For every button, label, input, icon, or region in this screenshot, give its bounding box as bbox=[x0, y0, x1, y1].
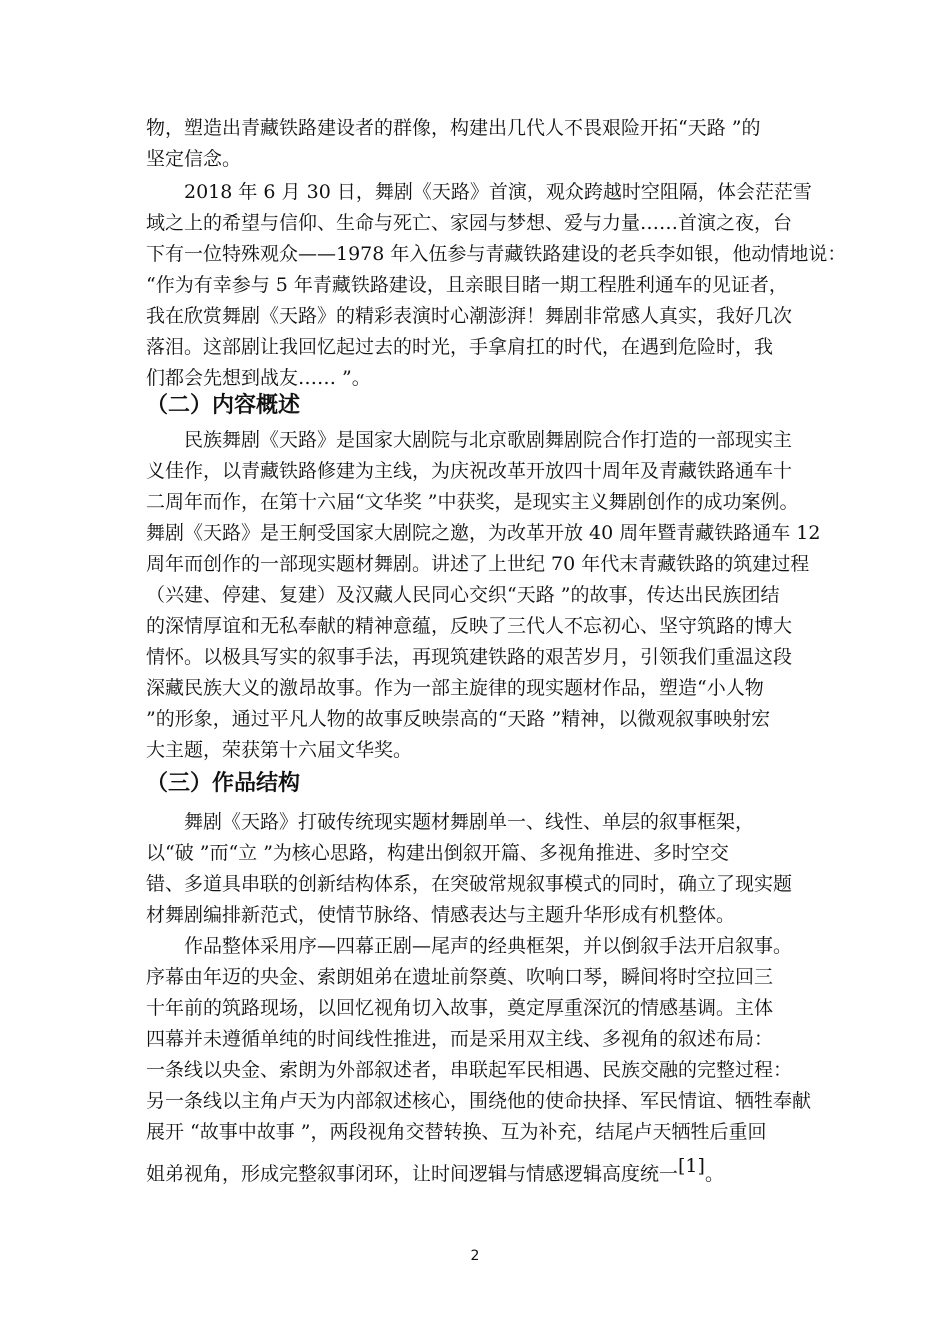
section3-last-line-text: 姐弟视角，形成完整叙事闭环，让时间逻辑与情感逻辑高度统一 bbox=[146, 1163, 679, 1185]
section2-line-7: 的深情厚谊和无私奉献的精神意蕴，反映了三代人不忘初心、坚守筑路的博大 bbox=[146, 615, 793, 637]
premiere-line-7: 们都会先想到战友…… ”。 bbox=[146, 367, 371, 389]
section2-line-11: 大主题，荣获第十六届文华奖。 bbox=[146, 739, 413, 761]
section3-p2-line-5: 一条线以央金、索朗为外部叙述者，串联起军民相遇、民族交融的完整过程： bbox=[146, 1059, 793, 1081]
section2-line-10: ”的形象，通过平凡人物的故事反映崇高的“天路 ”精神，以微观叙事映射宏 bbox=[146, 708, 771, 730]
section2-line-6: （兴建、停建、复建）及汉藏人民同心交织“天路 ”的故事，传达出民族团结 bbox=[146, 584, 780, 606]
section2-line-3: 二周年而作，在第十六届“文华奖 ”中获奖，是现实主义舞剧创作的成功案例。 bbox=[146, 491, 799, 513]
premiere-line-4: “作为有幸参与 5 年青藏铁路建设，且亲眼目睹一期工程胜利通车的见证者， bbox=[146, 274, 788, 296]
section3-p2-line-7: 展开 “故事中故事 ”，两段视角交替转换、互为补充，结尾卢天牺牲后重回 bbox=[146, 1121, 767, 1143]
premiere-line-5: 我在欣赏舞剧《天路》的精彩表演时心潮澎湃！舞剧非常感人真实，我好几次 bbox=[146, 305, 793, 327]
premiere-line-6: 落泪。这部剧让我回忆起过去的时光，手拿肩扛的时代，在遇到危险时，我 bbox=[146, 336, 774, 358]
section3-p1-line-4: 材舞剧编排新范式，使情节脉络、情感表达与主题升华形成有机整体。 bbox=[146, 904, 736, 926]
section2-line-5: 周年而创作的一部现实题材舞剧。讲述了上世纪 70 年代末青藏铁路的筑建过程 bbox=[146, 553, 810, 575]
section3-p1-line-2: 以“破 ”而“立 ”为核心思路，构建出倒叙开篇、多视角推进、多时空交 bbox=[146, 842, 729, 864]
intro-line-2: 坚定信念。 bbox=[146, 148, 242, 170]
section3-p1-line-1: 舞剧《天路》打破传统现实题材舞剧单一、线性、单层的叙事框架， bbox=[184, 811, 755, 833]
premiere-line-1: 2018 年 6 月 30 日，舞剧《天路》首演，观众跨越时空阻隔，体会茫茫雪 bbox=[184, 181, 812, 203]
page-number: 2 bbox=[470, 1248, 480, 1264]
section-heading-content-overview: （二）内容概述 bbox=[146, 393, 301, 418]
section2-line-2: 义佳作，以青藏铁路修建为主线，为庆祝改革开放四十周年及青藏铁路通车十 bbox=[146, 460, 793, 482]
section3-p2-line-8 bbox=[146, 1155, 724, 1186]
section3-p2-line-6: 另一条线以主角卢天为内部叙述核心，围绕他的使命抉择、军民情谊、牺牲奉献 bbox=[146, 1090, 812, 1112]
section3-last-punct: 。 bbox=[704, 1163, 724, 1185]
premiere-line-3: 下有一位特殊观众——1978 年入伍参与青藏铁路建设的老兵李如银，他动情地说： bbox=[146, 243, 847, 265]
section3-p2-line-3: 十年前的筑路现场，以回忆视角切入故事，奠定厚重深沉的情感基调。主体 bbox=[146, 997, 774, 1019]
section2-line-1: 民族舞剧《天路》是国家大剧院与北京歌剧舞剧院合作打造的一部现实主 bbox=[184, 429, 793, 451]
section2-line-4: 舞剧《天路》是王舸受国家大剧院之邀，为改革开放 40 周年暨青藏铁路通车 12 bbox=[146, 522, 821, 544]
section3-p2-line-2: 序幕由年迈的央金、索朗姐弟在遗址前祭奠、吹响口琴，瞬间将时空拉回三 bbox=[146, 966, 774, 988]
intro-line-1: 物，塑造出青藏铁路建设者的群像，构建出几代人不畏艰险开拓“天路 ”的 bbox=[146, 117, 761, 139]
section3-p2-line-1: 作品整体采用序—四幕正剧—尾声的经典框架，并以倒叙手法开启叙事。 bbox=[184, 935, 793, 957]
section2-line-8: 情怀。以极具写实的叙事手法，再现筑建铁路的艰苦岁月，引领我们重温这段 bbox=[146, 646, 793, 668]
section2-line-9: 深藏民族大义的激昂故事。作为一部主旋律的现实题材作品，塑造“小人物 bbox=[146, 677, 764, 699]
citation-marker: [1] bbox=[678, 1155, 705, 1177]
section3-p1-line-3: 错、多道具串联的创新结构体系，在突破常规叙事模式的同时，确立了现实题 bbox=[146, 873, 793, 895]
premiere-line-2: 域之上的希望与信仰、生命与死亡、家园与梦想、爱与力量……首演之夜，台 bbox=[146, 212, 793, 234]
section-heading-work-structure: （三）作品结构 bbox=[146, 771, 301, 796]
section3-p2-line-4: 四幕并未遵循单纯的时间线性推进，而是采用双主线、多视角的叙述布局： bbox=[146, 1028, 774, 1050]
